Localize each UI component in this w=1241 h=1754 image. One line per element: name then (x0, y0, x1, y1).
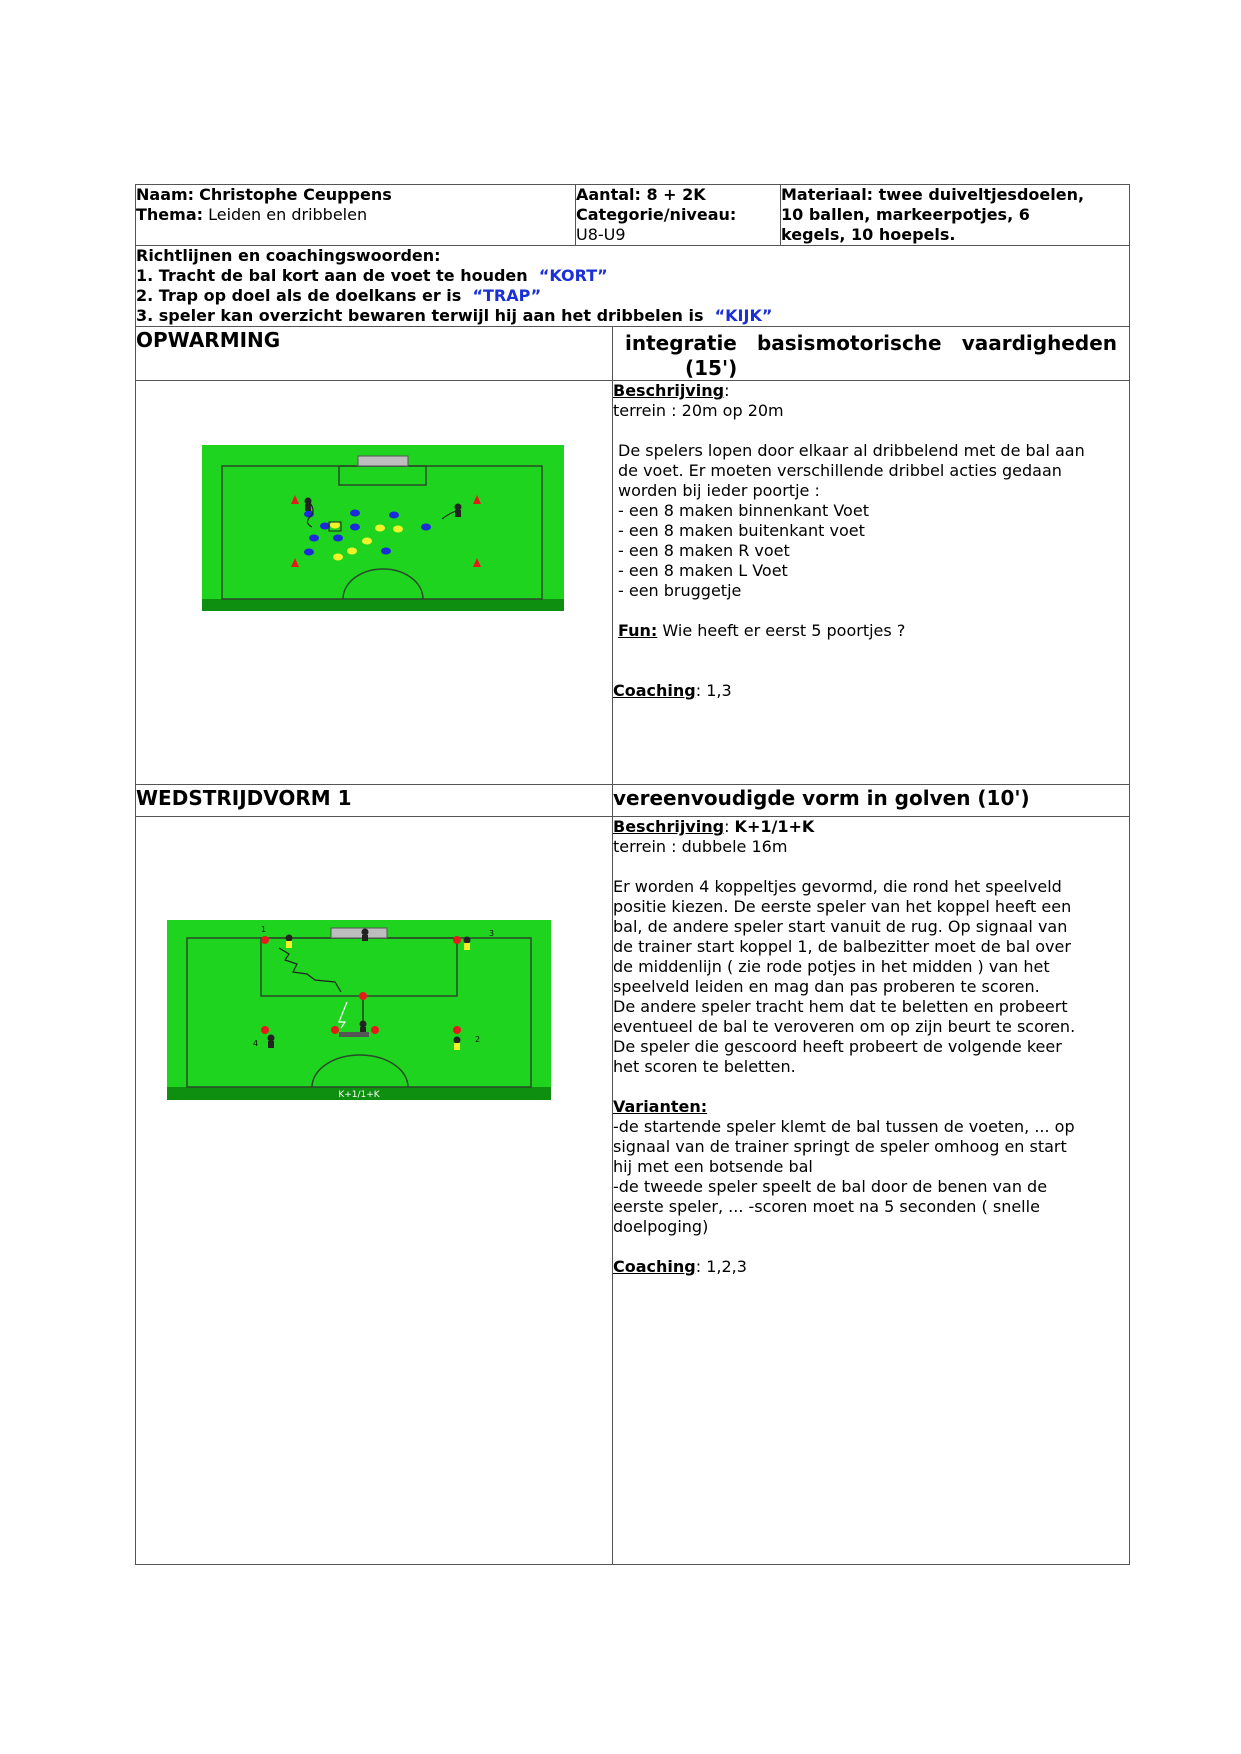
coaching-value: : 1,3 (695, 681, 732, 700)
coaching-value: : 1,2,3 (695, 1257, 747, 1276)
beschrijving-label: Beschrijving (613, 817, 725, 836)
desc-line: - een 8 maken binnenkant Voet (618, 501, 869, 520)
variant-line: eerste speler, ... -scoren moet na 5 seconden ( snelle (613, 1197, 1040, 1216)
desc-line: De spelers lopen door elkaar al dribbelend met de bal aan (618, 441, 1085, 460)
materiaal-line-3: kegels, 10 hoepels. (781, 225, 956, 244)
desc-line: de middenlijn ( zie rode potjes in het midden ) van het (613, 957, 1050, 976)
coaching-word: “KORT” (538, 266, 608, 285)
sessions-table (135, 327, 1130, 1565)
materiaal-cell (781, 185, 1130, 246)
session-sheet (135, 184, 1129, 1565)
terrein: terrein : 20m op 20m (613, 401, 784, 420)
coaching-word: “KIJK” (714, 306, 773, 325)
coaching-word: “TRAP” (472, 286, 542, 305)
richtlijn-text: 2. Trap op doel als de doelkans er is (136, 286, 462, 305)
desc-line: bal, de andere speler start vanuit de rug. Op signaal van (613, 917, 1068, 936)
variant-line: -de startende speler klemt de bal tussen de voeten, ... op (613, 1117, 1075, 1136)
wedstrijdvorm-subtitle: vereenvoudigde vorm in golven (10') (613, 785, 1130, 817)
richtlijn-item (136, 286, 1129, 306)
desc-line: - een 8 maken L Voet (618, 561, 788, 580)
coaching-label: Coaching (613, 1257, 696, 1276)
opwarming-field-diagram (202, 445, 564, 611)
terrein: terrein : dubbele 16m (613, 837, 788, 856)
variant-line: doelpoging) (613, 1217, 709, 1236)
opwarming-subtitle: integratie basismotorische vaardigheden (625, 331, 1117, 355)
materiaal-line-2: 10 ballen, markeerpotjes, 6 (781, 205, 1030, 224)
corner-number: 3 (489, 929, 495, 938)
richtlijnen-cell (136, 246, 1130, 327)
richtlijn-item (136, 266, 1129, 286)
naam-label: Naam: (136, 185, 195, 204)
corner-number: 2 (475, 1035, 481, 1044)
opwarming-diagram-cell (136, 381, 613, 785)
wedstrijdvorm-field-diagram (167, 920, 551, 1100)
opwarming-duration: (15') (685, 356, 738, 380)
aantal: Aantal: 8 + 2K (576, 185, 706, 204)
desc-line: - een bruggetje (618, 581, 742, 600)
variant-line: hij met een botsende bal (613, 1157, 813, 1176)
corner-number: 1 (261, 925, 267, 934)
desc-line: - een 8 maken buitenkant voet (618, 521, 865, 540)
categorie-label: Categorie/niveau: (576, 205, 737, 224)
wedstrijdvorm-diagram-cell (136, 817, 613, 1565)
wedstrijdvorm-description: Beschrijving: K+1/1+K terrein : dubbele 16m Er worden 4 koppeltjes gevormd, die rond het speelveld positie kiezen. De eerste speler van het koppel heeft een bal, de andere speler start vanuit de rug. Op signaal van de trainer start koppel 1, de balbezitter moet de bal over de middenlijn ( zie rode potjes in het midden ) van het speelveld leiden en mag dan pas proberen te scoren. De andere speler tracht hem dat te beletten en probeert eventueel de bal te veroveren om op zijn beurt te scoren. De speler die gescoord heeft probeert de volgende keer het scoren te beletten. Varianten: -de startende speler klemt de bal tussen de voeten, ... op signaal van de trainer springt de speler omhoog en start hij met een botsende bal -de tweede speler speelt de bal door de benen van de eerste speler, ... -scoren moet na 5 seconden ( snelle doelpoging) Coaching: 1,2,3 (613, 817, 1130, 1565)
opwarming-title: OPWARMING (136, 327, 613, 381)
variant-line: signaal van de trainer springt de speler omhoog en start (613, 1137, 1067, 1156)
aantal-cell (576, 185, 781, 246)
desc-line: De speler die gescoord heeft probeert de volgende keer (613, 1037, 1062, 1056)
variant-line: -de tweede speler speelt de bal door de benen van de (613, 1177, 1048, 1196)
richtlijn-text: 1. Tracht de bal kort aan de voet te houden (136, 266, 528, 285)
corner-number: 4 (253, 1039, 259, 1048)
desc-line: het scoren te beletten. (613, 1057, 796, 1076)
wedstrijdvorm-title: WEDSTRIJDVORM 1 (136, 785, 613, 817)
beschrijving-value: K+1/1+K (734, 817, 815, 836)
thema-label: Thema: (136, 205, 204, 224)
thema-value: Leiden en dribbelen (208, 205, 368, 224)
desc-line: positie kiezen. De eerste speler van het koppel heeft een (613, 897, 1072, 916)
diagram-caption: K+1/1+K (338, 1090, 380, 1100)
naam-value: Christophe Ceuppens (199, 185, 392, 204)
materiaal-line-1: Materiaal: twee duiveltjesdoelen, (781, 185, 1085, 204)
richtlijnen-title: Richtlijnen en coachingswoorden: (136, 246, 441, 265)
desc-line: worden bij ieder poortje : (618, 481, 820, 500)
fun-label: Fun: (618, 621, 658, 640)
beschrijving-label: Beschrijving (613, 381, 725, 400)
desc-line: eventueel de bal te veroveren om op zijn beurt te scoren. (613, 1017, 1076, 1036)
header-table (135, 184, 1130, 327)
coaching-label: Coaching (613, 681, 696, 700)
desc-line: - een 8 maken R voet (618, 541, 790, 560)
richtlijn-text: 3. speler kan overzicht bewaren terwijl hij aan het dribbelen is (136, 306, 704, 325)
fun-text: Wie heeft er eerst 5 poortjes ? (662, 621, 906, 640)
varianten-label: Varianten: (613, 1097, 708, 1116)
desc-line: de trainer start koppel 1, de balbezitter moet de bal over (613, 937, 1071, 956)
opwarming-subtitle-cell (613, 327, 1130, 381)
desc-line: Er worden 4 koppeltjes gevormd, die rond het speelveld (613, 877, 1062, 896)
desc-line: speelveld leiden en mag dan pas proberen te scoren. (613, 977, 1040, 996)
naam-thema-cell (136, 185, 576, 246)
categorie-value: U8-U9 (576, 225, 626, 244)
richtlijn-item (136, 306, 1129, 326)
desc-line: de voet. Er moeten verschillende dribbel acties gedaan (618, 461, 1062, 480)
opwarming-description: Beschrijving: terrein : 20m op 20m De spelers lopen door elkaar al dribbelend met de bal aan de voet. Er moeten verschillende dribbel acties gedaan worden bij ieder poortje : - een 8 maken binnenkant Voet - een 8 maken buitenkant voet - een 8 maken R voet - een 8 maken L Voet - een bruggetje Fun: Wie heeft er eerst 5 poortjes ? Coaching: 1,3 (613, 381, 1130, 785)
desc-line: De andere speler tracht hem dat te beletten en probeert (613, 997, 1068, 1016)
